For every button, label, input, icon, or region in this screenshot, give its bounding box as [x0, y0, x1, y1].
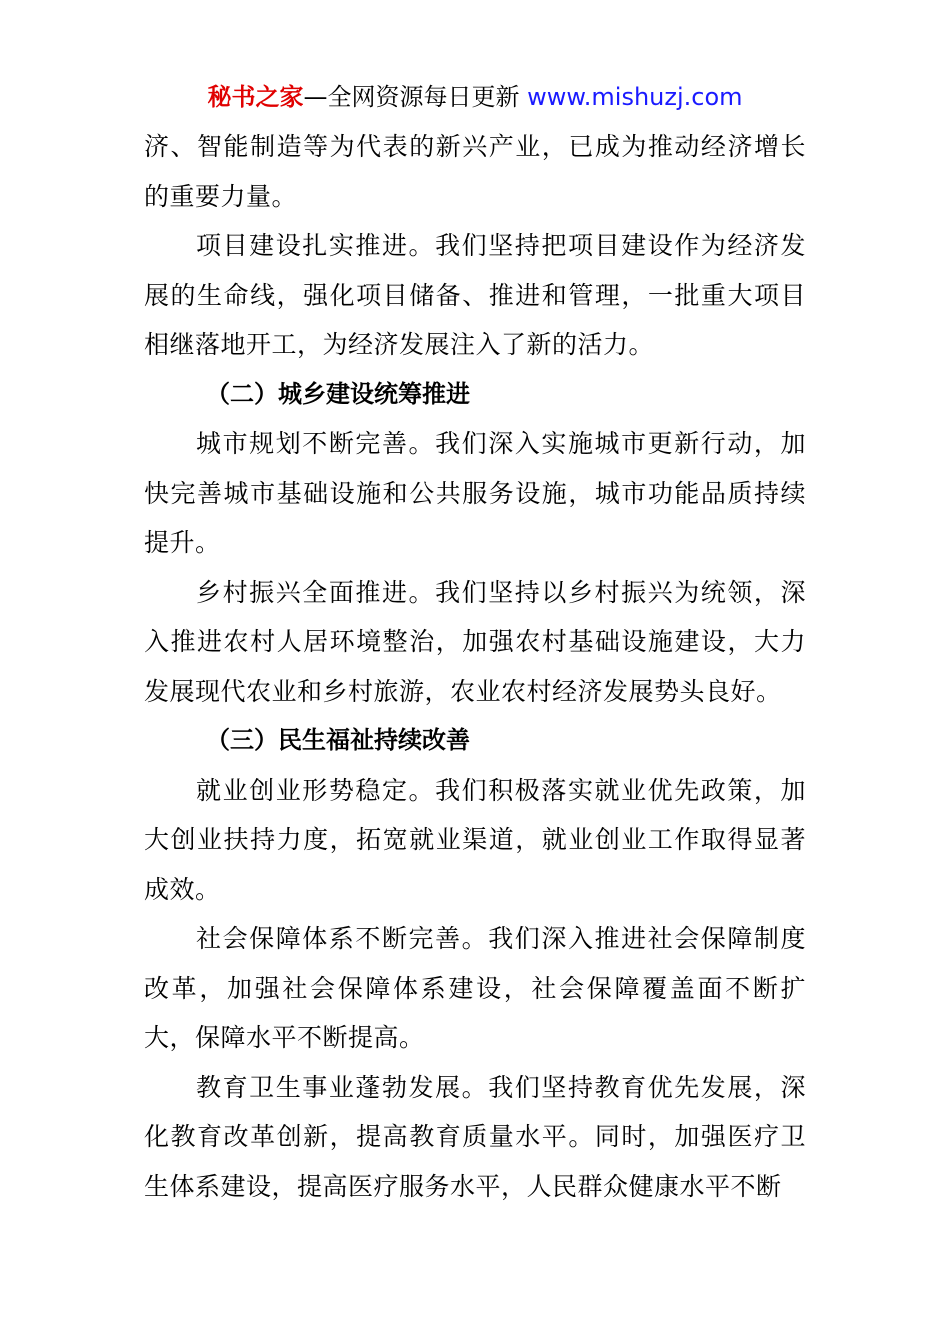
paragraph-project-construction: 项目建设扎实推进。我们坚持把项目建设作为经济发展的生命线，强化项目储备、推进和管理，一批重大项目相继落地开工，为经济发展注入了新的活力。 — [144, 231, 806, 359]
paragraph-city-planning: 城市规划不断完善。我们深入实施城市更新行动，加快完善城市基础设施和公共服务设施，城市功能品质持续提升。 — [144, 429, 806, 557]
site-header — [0, 82, 950, 112]
paragraph-education-health: 教育卫生事业蓬勃发展。我们坚持教育优先发展，深化教育改革创新，提高教育质量水平。同时，加强医疗卫生体系建设，提高医疗服务水平，人民群众健康水平不断 — [144, 1072, 806, 1201]
site-brand: 秘书之家 — [207, 83, 304, 111]
paragraph-employment: 就业创业形势稳定。我们积极落实就业优先政策，加大创业扶持力度，拓宽就业渠道，就业创业工作取得显著成效。 — [144, 775, 806, 904]
document-body — [144, 122, 806, 1211]
paragraph-social-security: 社会保障体系不断完善。我们深入推进社会保障制度改革，加强社会保障体系建设，社会保障覆盖面不断扩大，保障水平不断提高。 — [144, 924, 806, 1052]
paragraph-rural-revitalization: 乡村振兴全面推进。我们坚持以乡村振兴为统领，深入推进农村人居环境整治，加强农村基础设施建设，大力发展现代农业和乡村旅游，农业农村经济发展势头良好。 — [144, 577, 806, 706]
section-heading-livelihood: （三）民生福祉持续改善 — [206, 726, 470, 754]
site-slogan: —全网资源每日更新 — [303, 83, 520, 111]
site-url-link[interactable]: www.mishuzj.com — [527, 83, 743, 111]
section-heading-urban-rural: （二）城乡建设统筹推进 — [206, 379, 470, 408]
paragraph-continued: 济、智能制造等为代表的新兴产业，已成为推动经济增长的重要力量。 — [144, 132, 806, 211]
